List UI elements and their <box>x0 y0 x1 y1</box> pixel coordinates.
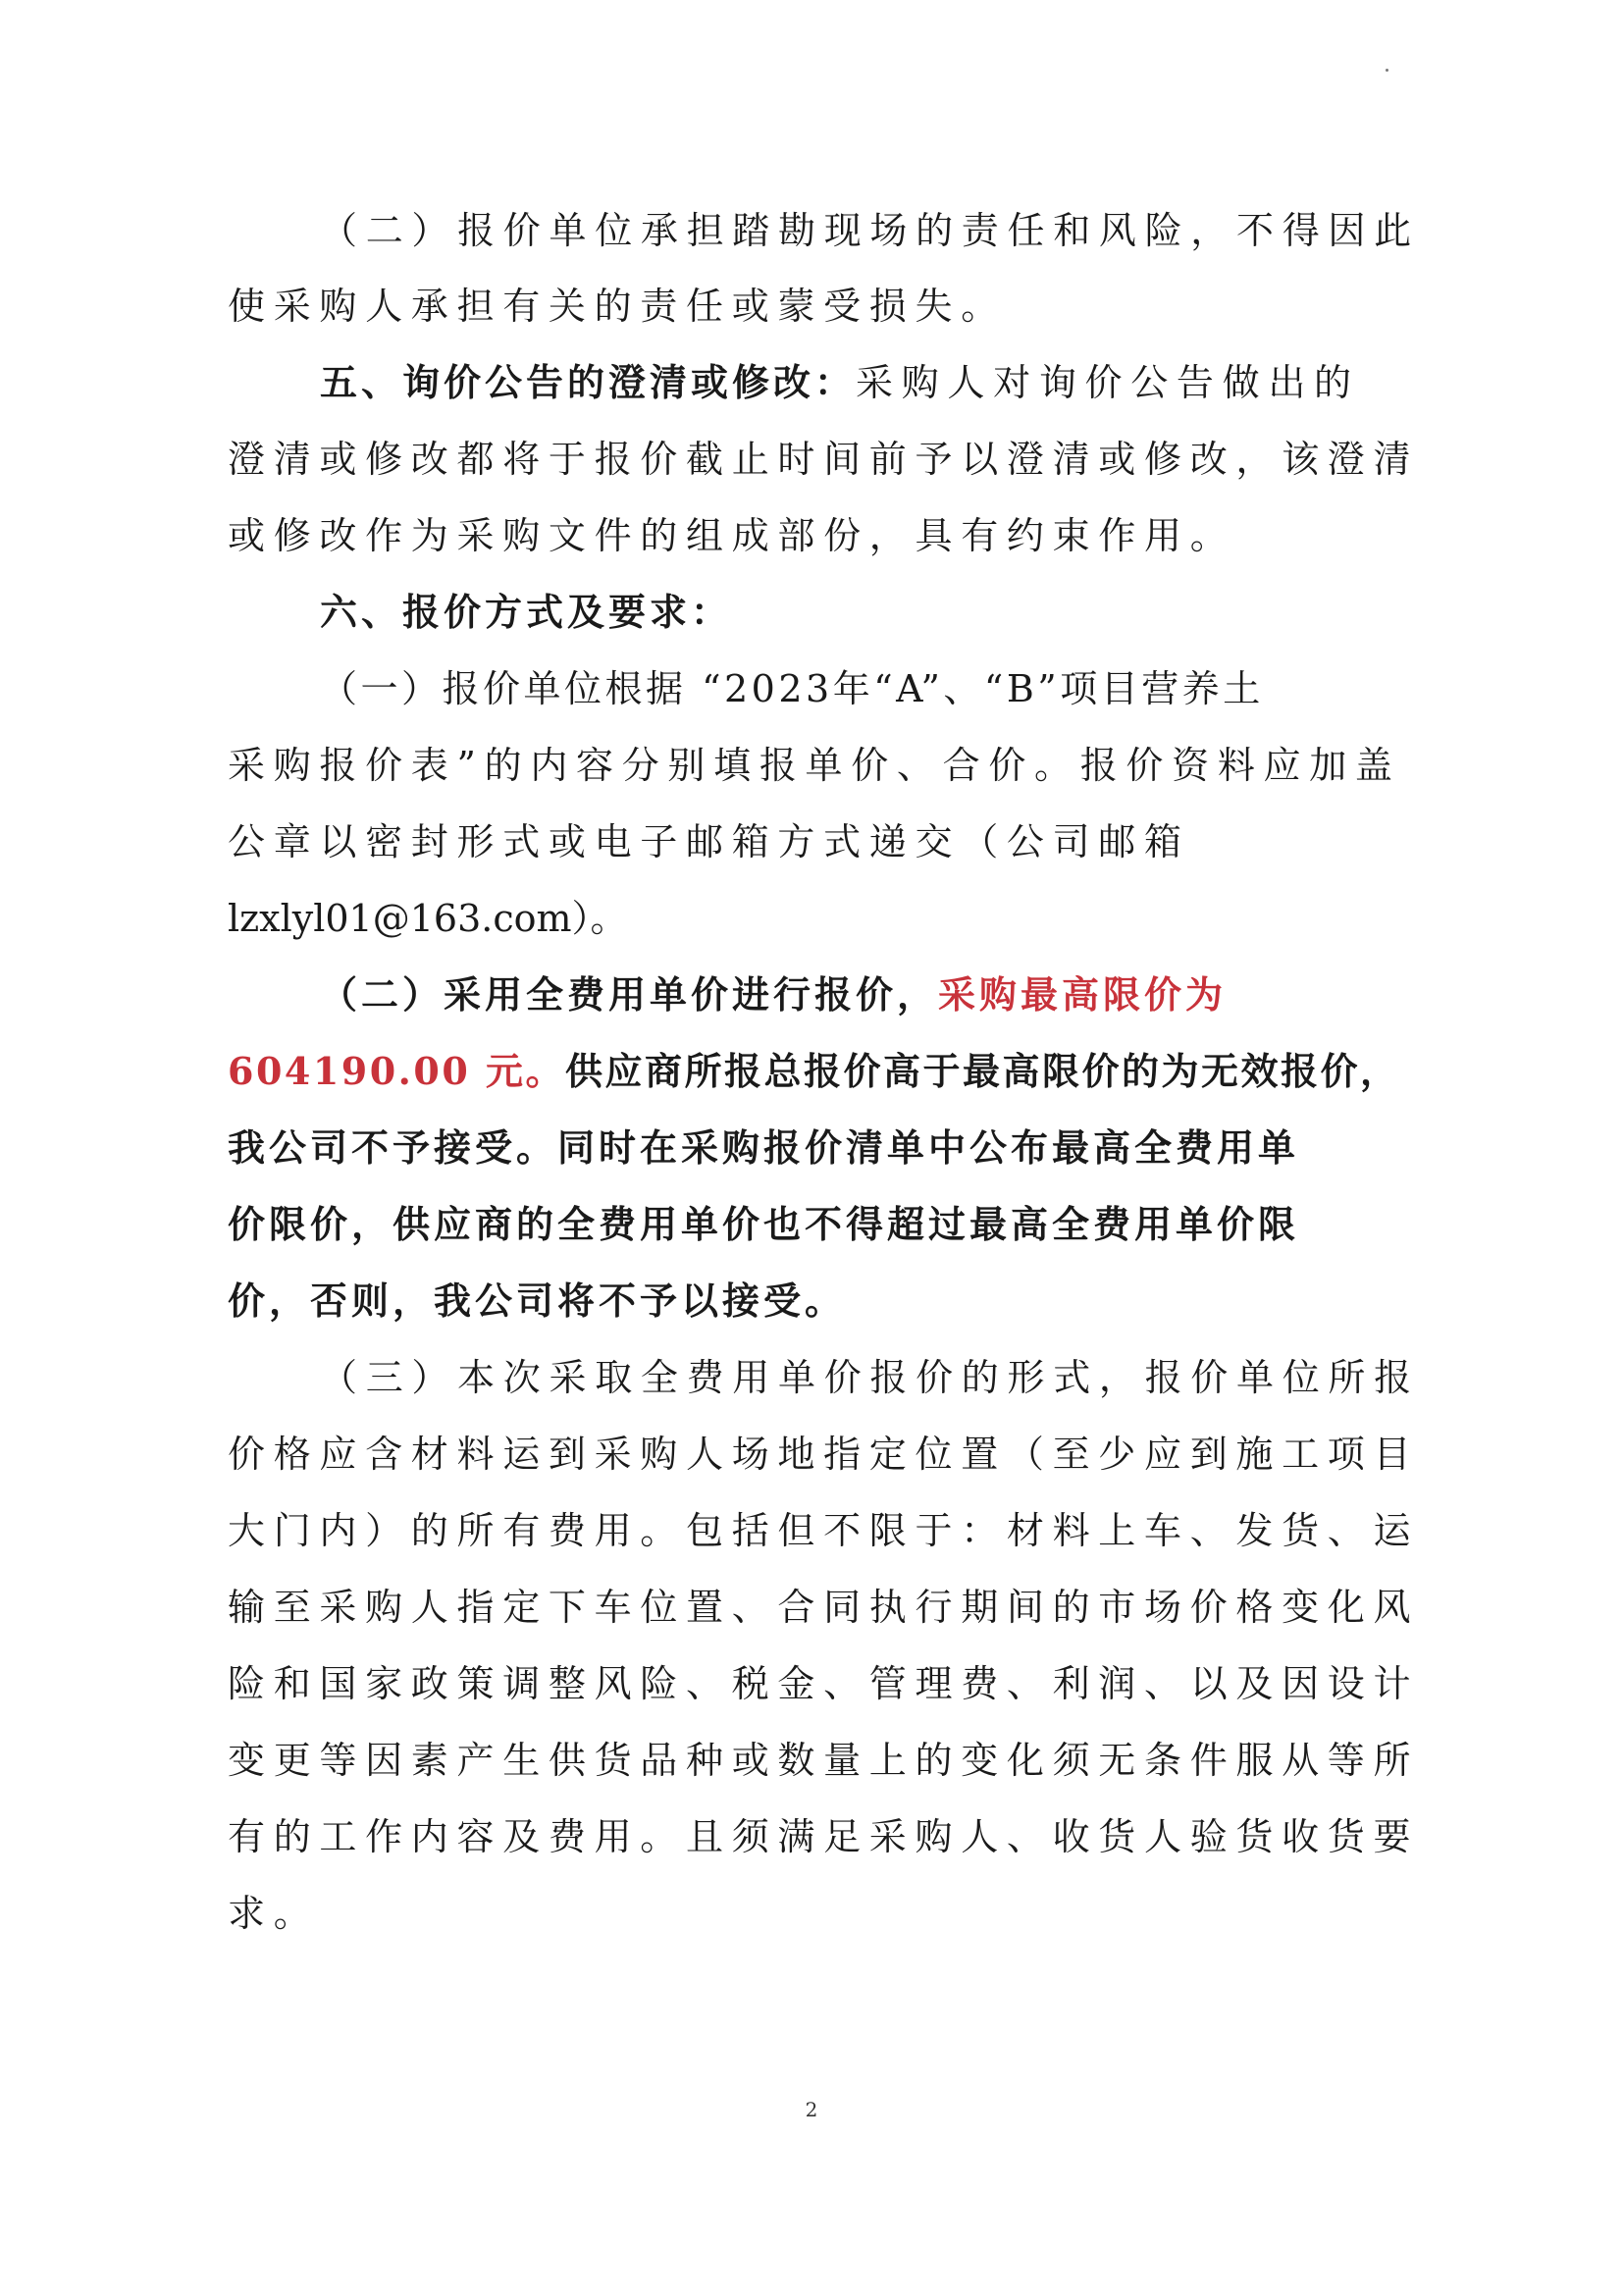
paragraph-line: 采购报价表”的内容分别填报单价、合价。报价资料应加盖 <box>228 744 1401 787</box>
paragraph-line: 大门内）的所有费用。包括但不限于：材料上车、发货、运 <box>228 1509 1420 1552</box>
paragraph-line: 价格应含材料运到采购人场地指定位置（至少应到施工项目 <box>228 1433 1420 1476</box>
paragraph-line: 公章以密封形式或电子邮箱方式递交（公司邮箱 <box>228 820 1190 863</box>
paragraph-line: 求。 <box>228 1892 320 1935</box>
paragraph-line: 险和国家政策调整风险、税金、管理费、利润、以及因设计 <box>228 1662 1420 1705</box>
paragraph-text: 供应商所报总报价高于最高限价的为无效报价， <box>565 1049 1400 1093</box>
paragraph-line: （一）报价单位根据 “2023年“A”、“B”项目营养土 <box>320 667 1264 710</box>
paragraph-text: 采购人对询价公告做出的 <box>856 361 1360 404</box>
paragraph-line: （二）报价单位承担踏勘现场的责任和风险，不得因此 <box>320 209 1420 252</box>
page-number: 2 <box>805 2098 818 2121</box>
paragraph-line: 我公司不予接受。同时在采购报价清单中公布最高全费用单 <box>228 1125 1300 1170</box>
paragraph-line <box>320 343 1420 422</box>
paragraph-line: 澄清或修改都将于报价截止时间前予以澄清或修改，该澄清 <box>228 438 1420 481</box>
section-heading-six: 六、报价方式及要求： <box>320 590 733 634</box>
max-price-value: 604190.00 <box>228 1049 471 1093</box>
paragraph-line: 或修改作为采购文件的组成部份，具有约束作用。 <box>228 514 1236 557</box>
paragraph-line: 价限价，供应商的全费用单价也不得超过最高全费用单价限 <box>228 1202 1300 1246</box>
max-price-label: 采购最高限价为 <box>938 972 1228 1017</box>
paragraph-line <box>228 1032 1420 1111</box>
paragraph-line: 使采购人承担有关的责任或蒙受损失。 <box>228 285 1007 328</box>
section-heading-five: 五、询价公告的澄清或修改： <box>320 360 857 404</box>
paragraph-line: 价，否则，我公司将不予以接受。 <box>228 1278 847 1323</box>
paragraph-line <box>320 956 1420 1034</box>
max-price-unit: 元。 <box>470 1049 565 1093</box>
paragraph-line: 输至采购人指定下车位置、合同执行期间的市场价格变化风 <box>228 1586 1420 1629</box>
scan-speck <box>1386 69 1388 72</box>
email-line: lzxlyl01@163.com）。 <box>228 897 628 940</box>
paragraph-line: （三）本次采取全费用单价报价的形式，报价单位所报 <box>320 1356 1420 1399</box>
paragraph-line: 有的工作内容及费用。且须满足采购人、收货人验货收货要 <box>228 1815 1420 1858</box>
paragraph-line: 变更等因素产生供货品种或数量上的变化须无条件服从等所 <box>228 1739 1420 1782</box>
paragraph-text: （二）采用全费用单价进行报价， <box>320 972 939 1017</box>
